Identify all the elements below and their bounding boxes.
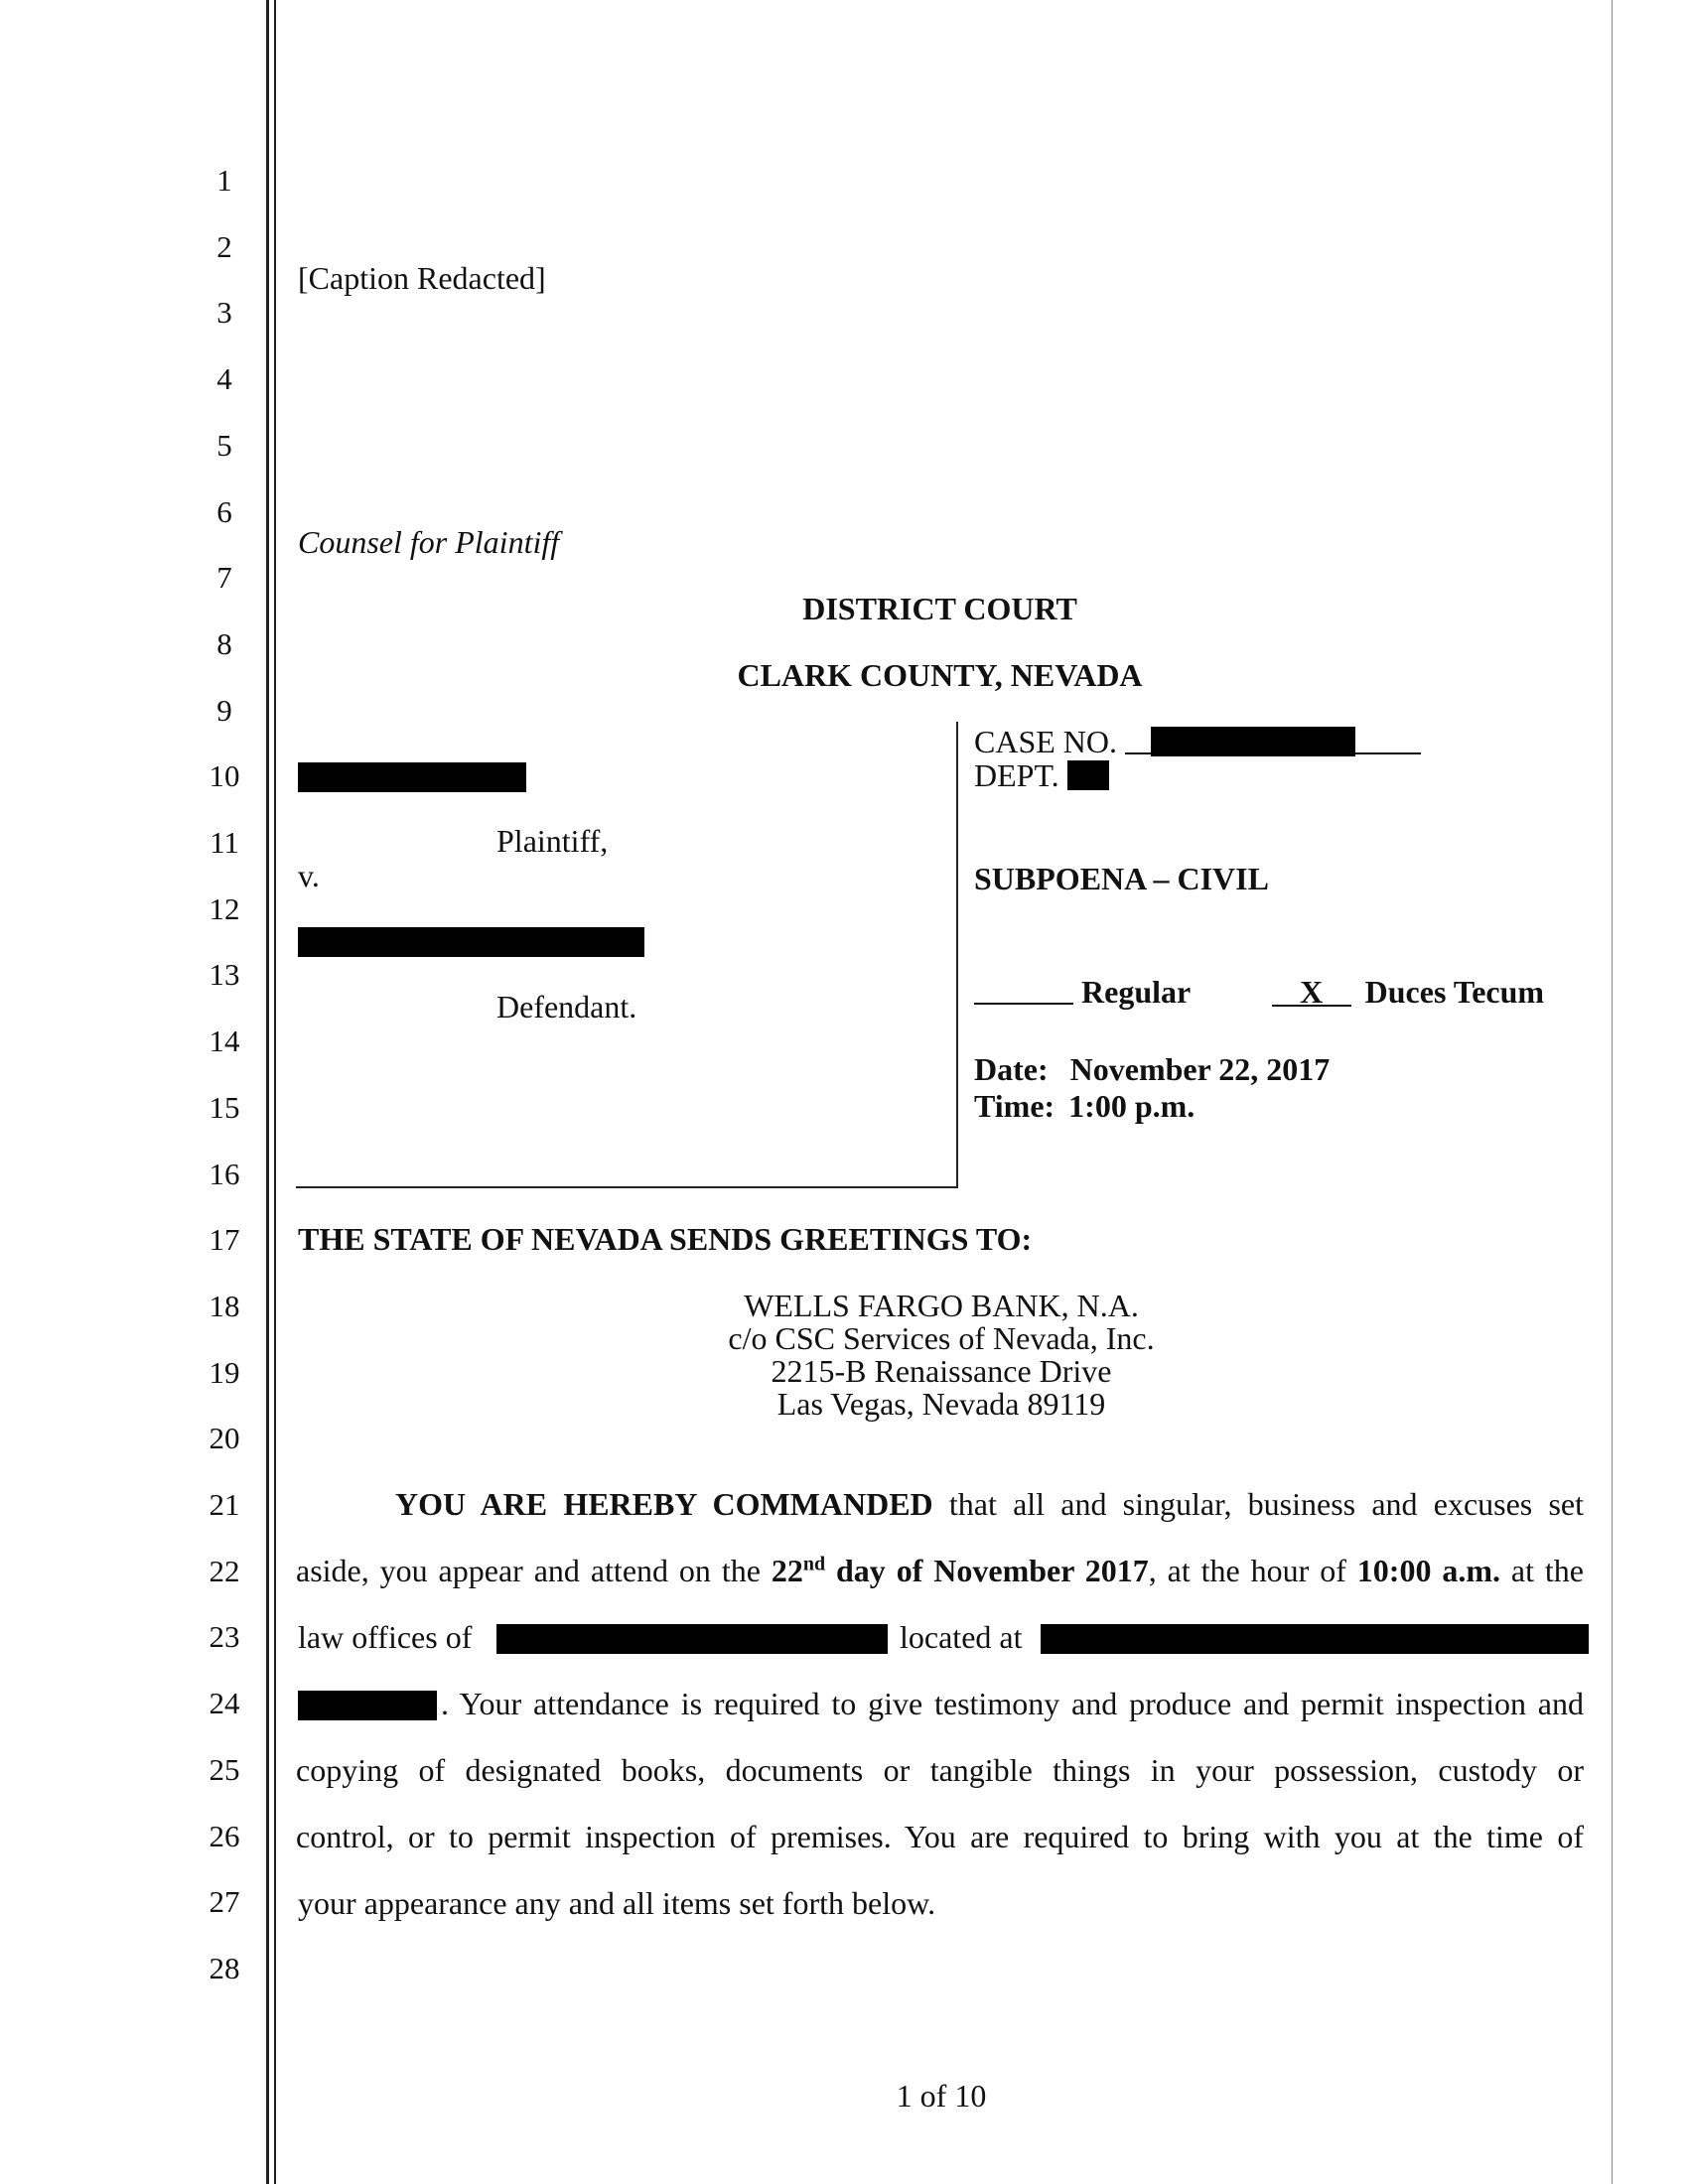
- line-number: 5: [216, 427, 232, 463]
- time-label: Time:: [974, 1088, 1055, 1124]
- defendant-label: Defendant.: [496, 989, 637, 1024]
- line-number: 21: [209, 1487, 240, 1522]
- body-line-5: copying of designated books, documents or tangible things in your possession, custody or: [296, 1752, 1584, 1788]
- recipient-line-2: c/o CSC Services of Nevada, Inc.: [728, 1320, 1155, 1356]
- redacted-address: [1041, 1624, 1589, 1654]
- recipient-line-4: Las Vegas, Nevada 89119: [776, 1386, 1106, 1422]
- line-number: 16: [209, 1156, 240, 1191]
- right-margin-rule: [1612, 0, 1613, 2184]
- line-number: 11: [210, 825, 239, 860]
- appearance-day-rest: day of November 2017: [825, 1553, 1149, 1588]
- caption-box-bottom-rule: [296, 1186, 958, 1188]
- line-number: 6: [216, 493, 232, 529]
- line-number: 12: [209, 890, 240, 926]
- redacted-address-continued: [298, 1691, 437, 1720]
- appearance-date: [772, 1553, 1149, 1588]
- line-number: 25: [209, 1751, 240, 1787]
- redacted-department: [1067, 760, 1109, 790]
- greeting-heading: THE STATE OF NEVADA SENDS GREETINGS TO:: [298, 1221, 1033, 1257]
- line-number: 14: [209, 1024, 240, 1059]
- redacted-defendant-name: [298, 927, 644, 957]
- date-label: Date:: [974, 1051, 1049, 1087]
- line-number: 18: [209, 1288, 240, 1323]
- body-line-2-text-b: , at the hour of: [1148, 1553, 1357, 1588]
- line-number: 9: [216, 692, 232, 728]
- line-number: 23: [209, 1619, 240, 1655]
- date-value: November 22, 2017: [1069, 1051, 1331, 1087]
- case-number-blank-right: [1355, 727, 1421, 754]
- line-number: 17: [209, 1222, 240, 1258]
- body-line-6: control, or to permit inspection of premises. You are required to bring with you at the time of: [296, 1819, 1584, 1854]
- duces-tecum-label: Duces Tecum: [1364, 974, 1545, 1010]
- body-line-4: . Your attendance is required to give testimony and produce and permit inspection and: [441, 1686, 1584, 1721]
- left-margin-rule-outer: [266, 0, 269, 2184]
- page-indicator: 1 of 10: [896, 2078, 987, 2114]
- department-label: DEPT.: [974, 757, 1059, 793]
- line-number: 24: [209, 1686, 240, 1721]
- case-number-line: [974, 723, 1421, 760]
- line-number: 15: [209, 1089, 240, 1125]
- line-number: 13: [209, 957, 240, 993]
- recipient-line-3: 2215-B Renaissance Drive: [771, 1353, 1112, 1389]
- line-number: 22: [209, 1553, 240, 1588]
- line-number: 8: [216, 625, 232, 661]
- line-number: 27: [209, 1884, 240, 1920]
- body-line-7: your appearance any and all items set forth below.: [298, 1885, 936, 1921]
- time-line: [974, 1087, 1195, 1125]
- case-number-label: CASE NO.: [974, 724, 1118, 759]
- line-number: 4: [216, 361, 232, 397]
- case-number-blank-left: [1125, 727, 1151, 754]
- recipient-line-1: WELLS FARGO BANK, N.A.: [744, 1288, 1139, 1323]
- appearance-hour: 10:00 a.m.: [1356, 1553, 1501, 1588]
- county-name: CLARK COUNTY, NEVADA: [737, 657, 1143, 693]
- subpoena-title: SUBPOENA – CIVIL: [974, 861, 1269, 896]
- caption-text: [Caption Redacted]: [298, 260, 546, 296]
- left-margin-rule-inner: [274, 0, 276, 2184]
- appearance-day-number: 22: [771, 1553, 803, 1588]
- redacted-law-office-name: [496, 1624, 888, 1654]
- time-value: 1:00 p.m.: [1068, 1088, 1196, 1124]
- body-line-1-text: that all and singular, business and excuses set: [932, 1486, 1585, 1522]
- date-line: [974, 1050, 1330, 1088]
- plaintiff-label: Plaintiff,: [496, 823, 609, 859]
- line-number: 2: [216, 228, 232, 264]
- redacted-case-number: [1151, 727, 1355, 756]
- subpoena-type-line: [974, 973, 1544, 1011]
- body-line-2: [296, 1552, 1584, 1589]
- regular-label: Regular: [1081, 974, 1191, 1010]
- line-number: 19: [209, 1354, 240, 1390]
- caption-box-vertical-rule: [956, 722, 958, 1188]
- body-line-2-text-c: at the: [1500, 1553, 1585, 1588]
- located-at-label: located at: [900, 1619, 1023, 1655]
- line-number: 1: [216, 163, 232, 198]
- counsel-label: Counsel for Plaintiff: [298, 524, 560, 560]
- court-name: DISTRICT COURT: [802, 591, 1077, 626]
- law-offices-label: law offices of: [298, 1619, 473, 1655]
- line-number: 3: [216, 295, 232, 331]
- department-line: [974, 756, 1109, 794]
- redacted-plaintiff-name: [298, 762, 526, 792]
- appearance-day-suffix: nd: [802, 1553, 826, 1575]
- body-line-2-text-a: aside, you appear and attend on the: [296, 1553, 772, 1588]
- versus-label: v.: [298, 858, 320, 893]
- line-number: 26: [209, 1818, 240, 1853]
- regular-blank: [974, 977, 1073, 1005]
- line-number: 10: [209, 758, 240, 794]
- body-line-1: [296, 1485, 1584, 1523]
- line-number: 7: [216, 560, 232, 596]
- body-line-3: [298, 1618, 472, 1656]
- line-number: 20: [209, 1421, 240, 1456]
- duces-mark: X: [1272, 979, 1351, 1007]
- line-number: 28: [209, 1950, 240, 1985]
- command-phrase: YOU ARE HEREBY COMMANDED: [395, 1486, 933, 1522]
